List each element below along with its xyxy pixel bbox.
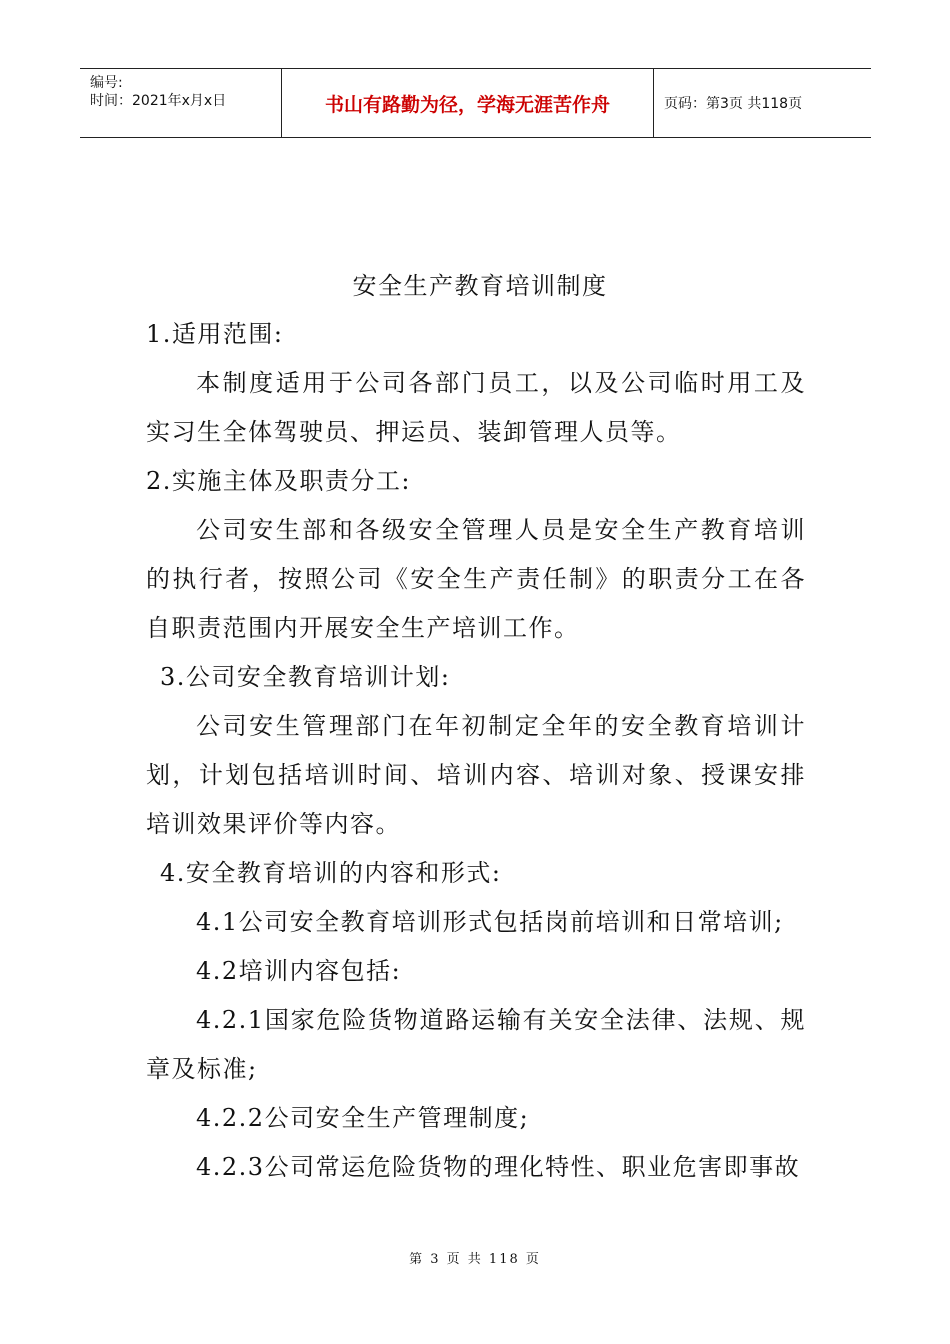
header-meta	[80, 69, 282, 137]
section-1-heading: 1.适用范围:	[146, 320, 284, 348]
section-4-2-2: 4.2.2公司安全生产管理制度;	[196, 1104, 530, 1132]
section-2-body: 公司安生部和各级安全管理人员是安全生产教育培训的执行者，按照公司《安全生产责任制》的职责分工在各自职责范围内开展安全生产培训工作。	[146, 516, 806, 642]
document-body	[146, 262, 806, 1192]
header-page-info: 页码：第3页 共118页	[664, 96, 803, 112]
document-title: 安全生产教育培训制度	[352, 272, 608, 300]
date-label: 时间：2021年x月x日	[90, 93, 227, 109]
page-footer: 第 3 页 共 118 页	[409, 1252, 541, 1267]
section-4-2-3: 4.2.3公司常运危险货物的理化特性、职业危害即事故	[196, 1153, 801, 1181]
page-header	[80, 68, 871, 138]
section-4-2: 4.2培训内容包括:	[196, 957, 402, 985]
section-3-body: 公司安生管理部门在年初制定全年的安全教育培训计划，计划包括培训时间、培训内容、培训对象、授课安排培训效果评价等内容。	[146, 712, 806, 838]
section-4-2-1: 4.2.1国家危险货物道路运输有关安全法律、法规、规章及标准;	[146, 1006, 806, 1083]
section-1-body: 本制度适用于公司各部门员工，以及公司临时用工及实习生全体驾驶员、押运员、装卸管理人员等。	[146, 369, 806, 446]
number-label: 编号:	[90, 75, 123, 91]
header-motto: 书山有路勤为径，学海无涯苦作舟	[282, 69, 654, 137]
section-3-heading: 3.公司安全教育培训计划:	[160, 663, 451, 691]
section-4-heading: 4.安全教育培训的内容和形式:	[160, 859, 502, 887]
section-2-heading: 2.实施主体及职责分工:	[146, 467, 411, 495]
section-4-1: 4.1公司安全教育培训形式包括岗前培训和日常培训;	[196, 908, 784, 936]
